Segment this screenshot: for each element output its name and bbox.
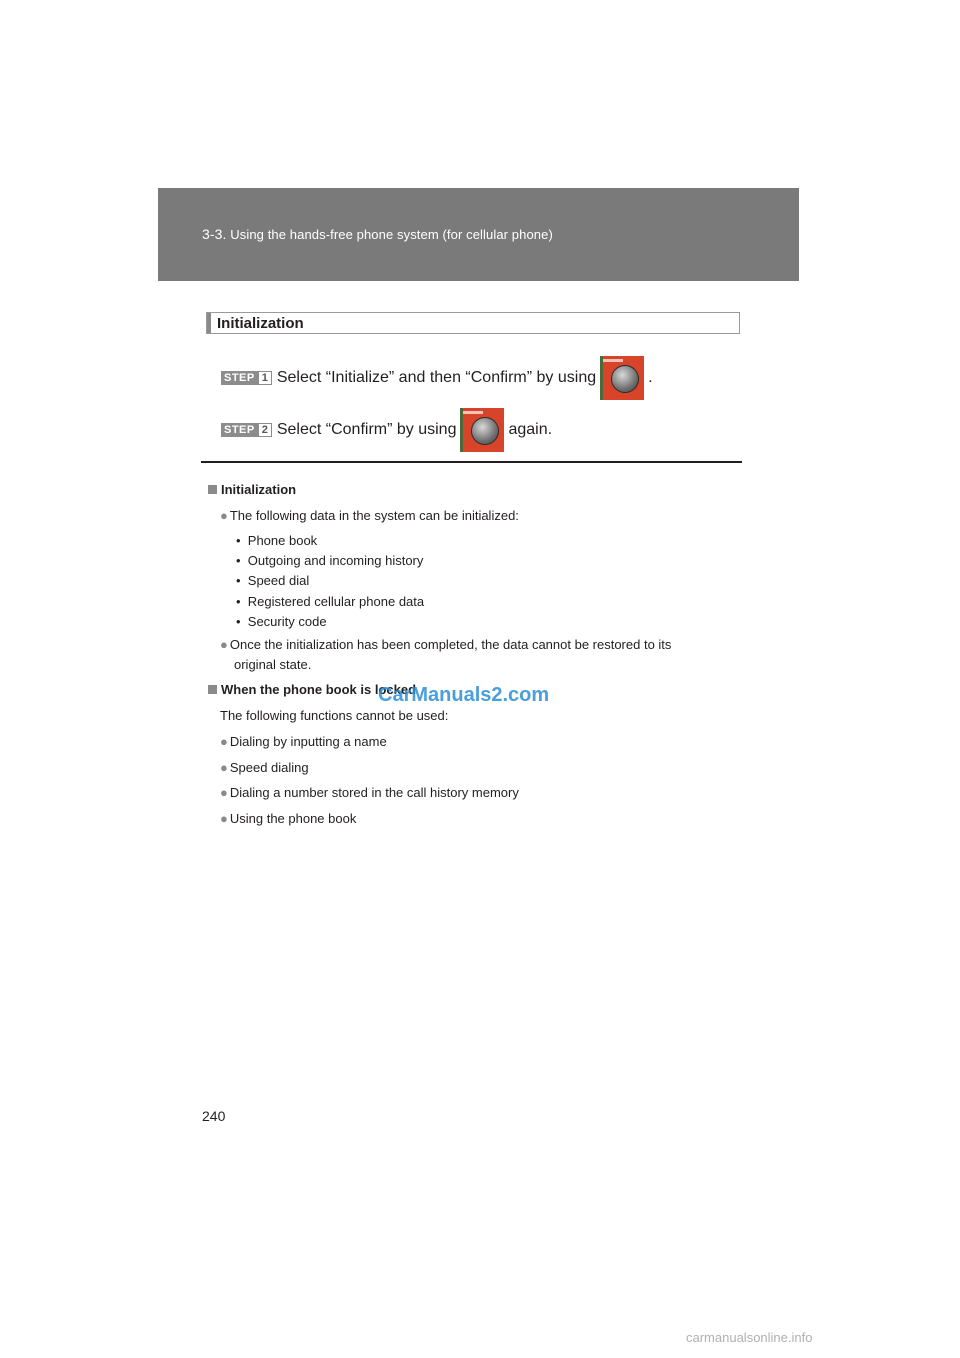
topic-title-box — [206, 312, 740, 334]
section-divider — [201, 461, 742, 463]
init-bullet-2 — [220, 637, 671, 652]
watermark: CarManuals2.com — [378, 684, 550, 706]
step-1-text: Select “Initialize” and then “Confirm” by using — [276, 369, 597, 386]
square-marker-icon — [208, 685, 217, 694]
knob-stripe — [600, 356, 603, 400]
page-title: Initialization — [217, 315, 304, 332]
init-bullet-1 — [220, 508, 519, 523]
step-1 — [221, 355, 653, 401]
locked-bullet-text: Dialing by inputting a name — [229, 734, 387, 749]
circle-bullet-icon: ● — [220, 734, 228, 749]
init-list-item: • Registered cellular phone data — [236, 594, 425, 609]
tune-file-knob-icon — [460, 408, 504, 452]
init-list-item: • Phone book — [236, 533, 318, 548]
knob-label — [603, 359, 623, 362]
init-bullet-1-text: The following data in the system can be initialized: — [229, 508, 519, 523]
step-2 — [221, 407, 552, 453]
step-1-text-after: . — [648, 369, 653, 386]
section-heading — [202, 226, 553, 242]
locked-bullet — [220, 785, 519, 800]
section-title: Using the hands-free phone system (for cellular phone) — [230, 227, 553, 242]
tune-file-knob-icon — [600, 356, 644, 400]
init-list-item-text: Registered cellular phone data — [247, 594, 425, 609]
init-list-item-text: Security code — [247, 614, 327, 629]
init-heading — [208, 482, 296, 497]
step-2-badge — [221, 423, 272, 437]
locked-bullet-text: Using the phone book — [229, 811, 357, 826]
locked-bullet-text: Dialing a number stored in the call history memory — [229, 785, 519, 800]
title-accent-bar — [207, 313, 211, 333]
step-1-badge-word: STEP — [221, 371, 258, 385]
init-list-item: • Speed dial — [236, 573, 310, 588]
section-header-band — [158, 188, 799, 281]
step-2-text: Select “Confirm” by using — [276, 421, 457, 438]
knob-label — [463, 411, 483, 414]
locked-bullet — [220, 760, 309, 775]
circle-bullet-icon: ● — [220, 508, 228, 523]
section-number: 3-3. — [202, 226, 227, 242]
footer-watermark: carmanualsonline.info — [686, 1330, 813, 1345]
init-list-item-text: Phone book — [247, 533, 318, 548]
circle-bullet-icon: ● — [220, 760, 228, 775]
step-2-text-after: again. — [508, 421, 553, 438]
init-list-item-text: Speed dial — [247, 573, 310, 588]
init-heading-text: Initialization — [221, 482, 297, 497]
locked-bullet — [220, 811, 356, 826]
step-1-badge-number: 1 — [258, 371, 272, 385]
circle-bullet-icon: ● — [220, 811, 228, 826]
locked-heading-text: When the phone book is locked — [221, 682, 417, 697]
step-2-badge-word: STEP — [221, 423, 258, 437]
step-2-badge-number: 2 — [258, 423, 272, 437]
locked-intro: The following functions cannot be used: — [220, 708, 449, 723]
locked-bullet — [220, 734, 387, 749]
init-bullet-2-line-1: Once the initialization has been completed, the data cannot be restored to its — [229, 637, 672, 652]
circle-bullet-icon: ● — [220, 637, 228, 652]
init-list-item: • Security code — [236, 614, 327, 629]
knob-dial — [611, 365, 639, 393]
knob-dial — [471, 417, 499, 445]
locked-bullet-text: Speed dialing — [229, 760, 309, 775]
step-1-badge — [221, 371, 272, 385]
init-list-item: • Outgoing and incoming history — [236, 553, 424, 568]
init-bullet-2-line-2: original state. — [234, 657, 312, 672]
circle-bullet-icon: ● — [220, 785, 228, 800]
square-marker-icon — [208, 485, 217, 494]
knob-stripe — [460, 408, 463, 452]
init-list-item-text: Outgoing and incoming history — [247, 553, 424, 568]
page-number: 240 — [202, 1108, 226, 1124]
